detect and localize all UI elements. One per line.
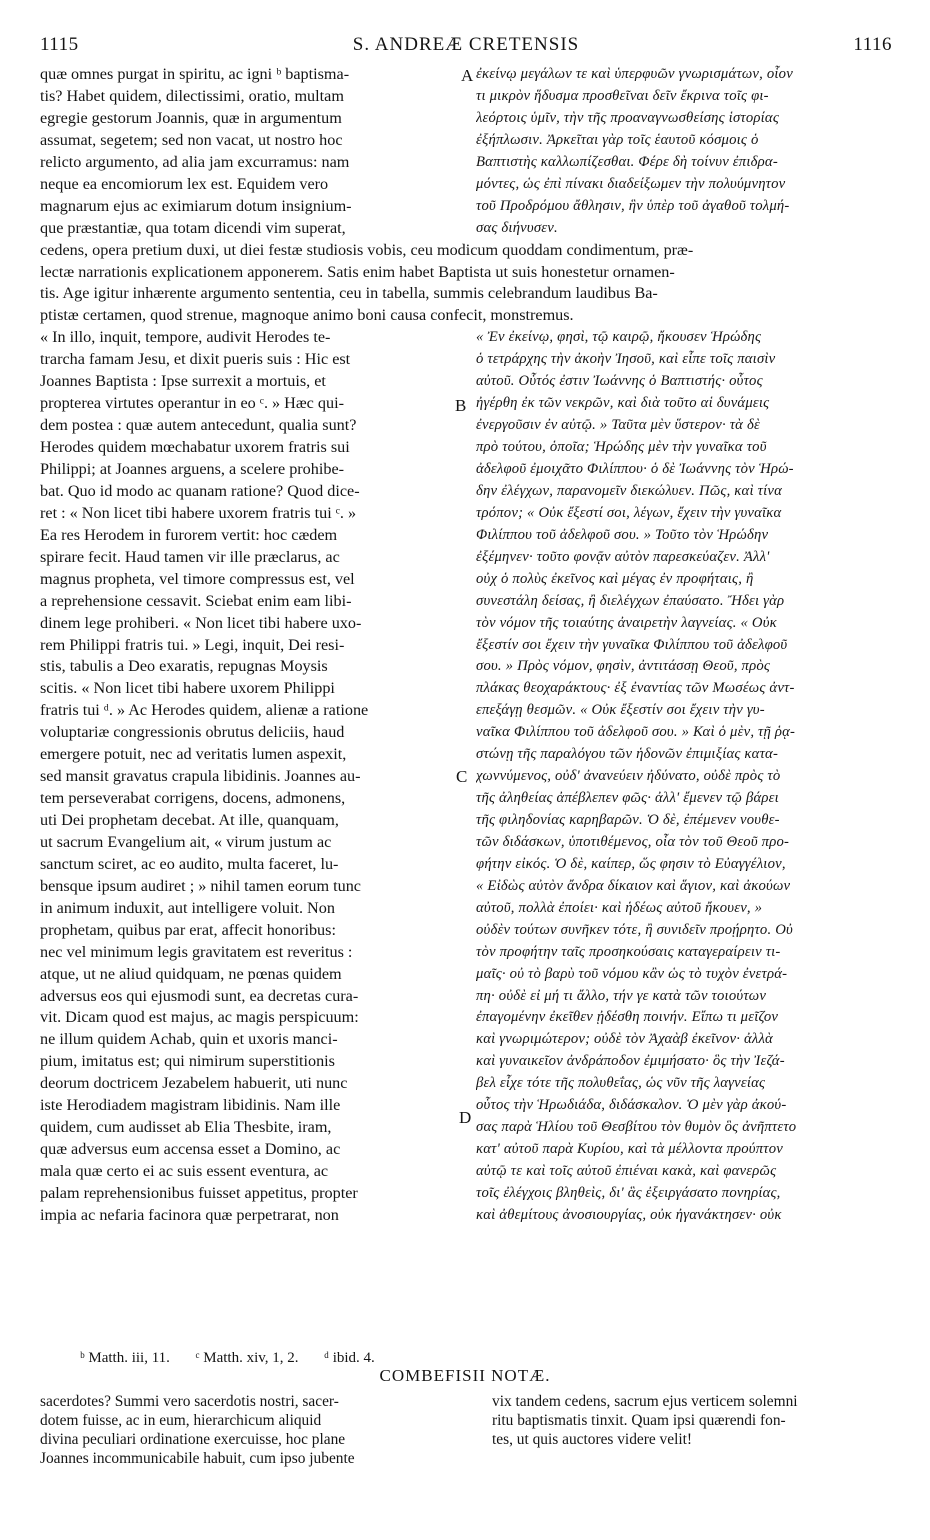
text-line: ptistæ certamen, quod strenue, magnoque animo boni causa confecit, monstremus.: [40, 306, 574, 325]
text-line: quæ adversus eum accensa esset a Domino, ac: [40, 1140, 341, 1159]
text-line: σας διήνυσεν.: [476, 219, 558, 236]
note-line: Joannes incommunicabile habuit, cum ipso jubente: [40, 1450, 355, 1467]
text-line: σας παρὰ Ἡλίου τοῦ Θεσβίτου τὸν θυμὸν ὃς ἀνῆπτετο: [476, 1119, 797, 1136]
text-line: οὐδὲν τούτων συνῆκεν τότε, ἢ συνιδεῖν προῄρητο. Οὐ: [476, 921, 793, 938]
text-line: iste Herodiadem magistram libidinis. Nam ille: [40, 1096, 341, 1115]
text-line: Ea res Herodem in furorem vertit: hoc cædem: [40, 525, 338, 544]
text-line: neque ea encomiorum lex est. Equidem vero: [40, 174, 329, 193]
text-line: ἐξήπλωσιν. Ἀρκεῖται γὰρ τοῖς ἑαυτοῦ κόσμοις ὁ: [476, 131, 759, 148]
text-line: τι μικρὸν ἥδυσμα προσθεῖναι δεῖν ἔκρινα τοῖς φι-: [476, 87, 769, 104]
text-line: ἀδελφοῦ ἐμοιχᾶτο Φιλίππου· ὁ δὲ Ἰωάννης τὸν Ἡρώ-: [476, 461, 794, 478]
text-line: mala quæ certo ei ac suis essent eventura, ac: [40, 1162, 329, 1181]
text-line: « Εἰδὼς αὐτὸν ἄνδρα δίκαιον καὶ ἅγιον, καὶ ἀκούων: [476, 877, 791, 894]
text-line: egregie gestorum Joannis, quæ in argumentum: [40, 108, 342, 127]
text-line: ὁ τετράρχης τὴν ἀκοὴν Ἰησοῦ, καὶ εἶπε τοῖς παισὶν: [476, 351, 776, 368]
margin-marker-a: A: [461, 66, 474, 85]
text-line: ne illum quidem Achab, quin et uxoris manci-: [40, 1030, 338, 1049]
right-page-number: 1116: [853, 34, 892, 55]
note-line: dotem fuisse, ac in eum, hierarchicum aliquid: [40, 1412, 322, 1429]
note-line: vix tandem cedens, sacrum ejus verticem solemni: [492, 1393, 798, 1410]
text-line: sanctum sciret, ac eo audito, multa faceret, lu-: [40, 854, 339, 873]
text-line: στώνῃ τῆς παραλόγου τῶν ἡδονῶν ἐπιμιξίας κατα-: [476, 746, 779, 763]
text-line: τρόπον; « Οὐκ ἔξεστί σοι, λέγων, ἔχειν τὴν γυναῖκα: [476, 504, 782, 521]
text-line: πρὸ τούτου, ὁποῖα; Ἡρώδης μὲν τὴν γυναῖκα τοῦ: [476, 439, 767, 456]
text-line: χωννύμενος, οὐδ' ἀνανεύειν ἠδύνατο, οὐδὲ πρὸς τὸ: [476, 768, 781, 785]
text-line: βελ εἶχε τότε τῆς πολυθεΐας, ὡς νῦν τῆς λαγνείας: [476, 1075, 766, 1092]
text-line: emergere potuit, nec ad veritatis lumen aspexit,: [40, 745, 347, 764]
latin-column-main: [40, 327, 458, 1226]
footnote-d: ᵈ ibid. 4.: [324, 1350, 375, 1366]
text-line: palam reprehensionibus fuisset appetitus, propter: [40, 1183, 358, 1202]
text-line: ναῖκα Φιλίππου τοῦ ἀδελφοῦ σου. » Καὶ ὁ μὲν, τῇ ῥᾳ-: [476, 724, 796, 741]
text-line: voluptariæ congressionis obrutus deliciis, haud: [40, 723, 345, 742]
text-line: quæ omnes purgat in spiritu, ac igni ᵇ baptisma-: [40, 65, 350, 83]
text-line: αὐτοῦ, πολλὰ ἐποίει· καὶ ἡδέως αὐτοῦ ἤκουεν, »: [476, 899, 763, 916]
text-line: dinem lege prohiberi. « Non licet tibi habere uxo-: [40, 613, 362, 632]
text-line: επεξάγῃ θεσμῶν. « Οὐκ ἔξεστίν σοι ἔχειν τὴν γυ-: [476, 702, 765, 719]
footnote-c: ᶜ Matth. xiv, 1, 2.: [195, 1350, 299, 1366]
text-line: φήτην εἰκός. Ὁ δὲ, καίπερ, ὥς φησιν τὸ Εὐαγγέλιον,: [476, 855, 786, 872]
note-line: sacerdotes? Summi vero sacerdotis nostri, sacer-: [40, 1393, 339, 1410]
text-line: atque, ut ne aliud quidquam, ne pœnas quidem: [40, 964, 342, 983]
text-line: ἔξεστίν σοι ἔχειν τὴν γυναῖκα Φιλίππου τοῦ ἀδελφοῦ: [476, 636, 788, 653]
text-line: « In illo, inquit, tempore, audivit Herodes te-: [40, 328, 331, 347]
text-line: bat. Quo id modo ac quanam ratione? Quod dice-: [40, 481, 360, 500]
text-line: tem perseverabat corrigens, docens, admonens,: [40, 789, 346, 808]
text-line: Herodes quidem mœchabatur uxorem fratris sui: [40, 438, 350, 457]
text-line: λεόρτοις ὑμῖν, τὴν τῆς προαναγνωσθείσης ἱστορίας: [476, 109, 779, 126]
margin-marker-d: D: [459, 1108, 472, 1127]
text-line: τὸν προφήτην ταῖς προσηκούσαις καταγεραίρειν τι-: [476, 943, 781, 960]
text-line: ἐξέμηνεν· τοῦτο φονᾷν αὐτὸν παρεσκεύαζεν. Ἀλλ': [476, 548, 770, 565]
text-line: ret : « Non licet tibi habere uxorem fratris tui ᶜ. »: [40, 503, 357, 522]
text-line: propterea virtutes operantur in eo ᶜ. » Hæc qui-: [40, 394, 344, 413]
text-line: trarcha famam Jesu, et dixit pueris suis : Hic est: [40, 350, 351, 369]
text-line: ut sacrum Evangelium ait, « virum justum ac: [40, 832, 332, 851]
note-line: tes, ut quis auctores videre velit!: [492, 1431, 693, 1448]
text-line: τῆς φιληδονίας καρηβαρῶν. Ὁ δὲ, ἐπέμενεν νουθε-: [476, 812, 780, 829]
latin-column-top: [40, 64, 458, 240]
text-line: κατ' αὐτοῦ παρὰ Κυρίου, καὶ τὰ μέλλοντα προύπτον: [476, 1141, 783, 1158]
text-line: σου. » Πρὸς νόμον, φησὶν, ἀντιτάσσῃ Θεοῦ, πρὸς: [476, 658, 771, 675]
text-line: καὶ γυναικεῖον ἀνδράποδον ἐμιμήσατο· ὃς τὴν Ἰεζά-: [476, 1053, 785, 1070]
text-line: αὐτῷ τε καὶ τοῖς αὐτοῦ ἐπιέναι κακὰ, καὶ φανερῶς: [476, 1163, 777, 1180]
greek-column-top: [476, 64, 894, 240]
text-line: vit. Dicam quod est majus, ac magis perspicuum:: [40, 1008, 359, 1027]
text-line: μόντες, ὡς ἐπὶ πίνακι διαδείξωμεν τὴν πολυύμνητον: [476, 175, 786, 192]
text-line: οὗτος τὴν Ἡρωδιάδα, διδάσκαλον. Ὁ μὲν γὰρ ἀκού-: [476, 1097, 787, 1114]
text-line: καὶ ἀθεμίτους ἀνοσιουργίας, οὐκ ἠγανάκτησεν· οὐκ: [476, 1206, 782, 1223]
text-line: καὶ γνωριμώτερον; οὐδὲ τὸν Ἀχαὰβ ἐκεῖνον· ἀλλὰ: [476, 1031, 773, 1048]
text-line: bensque ipsum audiret ; » nihil tamen eorum tunc: [40, 876, 361, 895]
notes-right-column: [492, 1392, 892, 1449]
text-line: assumat, segetem; sed non vacat, ut nostro hoc: [40, 130, 343, 149]
text-line: impia ac nefaria facinora quæ perpetrarat, non: [40, 1205, 339, 1224]
full-width-text: [40, 240, 894, 328]
note-line: divina peculiari ordinatione exercuisse, hoc plane: [40, 1431, 346, 1448]
text-line: prophetam, quibus par erat, affecit honoribus:: [40, 920, 336, 939]
text-line: rem Philippi fratris tui. » Legi, inquit, Dei resi-: [40, 635, 345, 654]
footnote-b: ᵇ Matth. iii, 11.: [80, 1350, 170, 1366]
text-line: δην ἐλέγχων, παρανομεῖν διεκώλυεν. Πῶς, καὶ τίνα: [476, 482, 782, 499]
text-line: fratris tui ᵈ. » Ac Herodes quidem, alienæ a ratione: [40, 701, 369, 720]
text-line: tis? Habet quidem, dilectissimi, oratio, multam: [40, 86, 344, 105]
text-line: τῶν διδάσκων, ὑποτιθέμενος, οἷα τὸν τοῦ Θεοῦ προ-: [476, 833, 790, 850]
text-line: τοῦ Προδρόμου ἄθλησιν, ἣν ὑπὲρ τοῦ ἀγαθοῦ τολμή-: [476, 197, 790, 214]
text-line: quidem, cum audisset ab Elia Thesbite, iram,: [40, 1118, 332, 1137]
text-line: Philippi; at Joannes arguens, a scelere prohibe-: [40, 460, 345, 479]
text-line: ἐκείνῳ μεγάλων τε καὶ ὑπερφυῶν γνωρισμάτων, οἷον: [476, 66, 793, 82]
text-line: τοῖς ἐλέγχοις βληθεὶς, δι' ἃς ἐξειργάσατο πονηρίας,: [476, 1184, 781, 1201]
text-line: deorum doctricem Jezabelem habuerit, uti nunc: [40, 1074, 348, 1093]
text-line: magnus propheta, vel timore compressus est, vel: [40, 569, 355, 588]
text-line: nec vel minimum legis gravitatem est reveritus :: [40, 942, 353, 961]
text-line: Φιλίππου τοῦ ἀδελφοῦ σου. » Τοῦτο τὸν Ἡρώδην: [476, 526, 769, 543]
text-line: que præstantiæ, qua totam dicendi vim superat,: [40, 218, 346, 237]
running-title: S. ANDREÆ CRETENSIS: [352, 34, 580, 55]
text-line: tis. Age igitur inhærente argumento sententia, ceu in tabella, summis celebrandum laudibus Ba-: [40, 284, 658, 303]
text-line: τῆς ἀληθείας ἀπέβλεπεν φῶς· ἀλλ' ἔμενεν τῷ βάρει: [476, 790, 779, 807]
left-page-number: 1115: [40, 34, 79, 55]
text-line: uti Dei prophetam decebat. At ille, quanquam,: [40, 811, 339, 830]
text-line: sed mansit gravatus crapula libidinis. Joannes au-: [40, 767, 361, 786]
text-line: cedens, opera pretium duxi, ut diei festæ studiosis vobis, ceu modicum quoddam condimentum, præ-: [40, 240, 694, 259]
text-line: πλάκας θεοχαράκτους· ἐξ ἐναντίας τῶν Μωσέως ἀντ-: [476, 680, 795, 697]
text-line: lectæ narrationis explicationem apponerem. Satis enim habet Baptista ut suis honestetur ornamen-: [40, 262, 675, 281]
text-line: « Ἐν ἐκείνῳ, φησὶ, τῷ καιρῷ, ἤκουσεν Ἡρώδης: [476, 329, 762, 346]
text-line: ἐνεργοῦσιν ἐν αὐτῷ. » Ταῦτα μὲν ὕστερον· τὰ δὲ: [476, 417, 760, 434]
text-line: συνεστάλη δείσας, ἢ διελέγχων ἐπαύσατο. Ἤδει γὰρ: [476, 592, 785, 609]
text-line: pium, imitatus est; qui nimirum superstitionis: [40, 1052, 335, 1071]
text-line: magnarum ejus ac eximiarum dotum insignium-: [40, 196, 352, 215]
text-line: Joannes Baptista : Ipse surrexit a mortuis, et: [40, 372, 326, 391]
text-line: οὐχ ὁ πολὺς ἐκεῖνος καὶ μέγας ἐν προφήταις, ἢ: [476, 570, 754, 587]
text-line: dem postea : quæ autem antecedunt, qualia sunt?: [40, 416, 357, 435]
margin-marker-c: C: [456, 767, 468, 786]
note-line: ritu baptismatis tinxit. Quam ipsi quærendi fon-: [492, 1412, 786, 1429]
text-line: a reprehensione cessavit. Sciebat enim eam libi-: [40, 591, 352, 610]
greek-column-main: [476, 327, 894, 1226]
text-line: ἠγέρθη ἐκ τῶν νεκρῶν, καὶ διὰ τοῦτο αἱ δυνάμεις: [476, 395, 770, 412]
footnotes: [80, 1350, 397, 1367]
text-line: αὐτοῦ. Οὗτός ἐστιν Ἰωάννης ὁ Βαπτιστής· οὗτος: [476, 373, 763, 390]
notes-left-column: [40, 1392, 460, 1468]
margin-marker-b: B: [455, 396, 467, 415]
text-line: μαῖς· οὐ τὸ βαρὺ τοῦ νόμου κἂν ὡς τὸ τυχὸν ἐνετρά-: [476, 965, 788, 982]
text-line: in animum induxit, aut intelligere voluit. Non: [40, 898, 335, 917]
text-line: ἐπαγομένην ἐκεῖθεν ᾐδέσθη ποινήν. Εἴπω τι μεῖζον: [476, 1009, 779, 1026]
page-header: [40, 34, 892, 64]
text-line: relicto argumento, ad alia jam excurramus: nam: [40, 152, 350, 171]
text-line: scitis. « Non licet tibi habere uxorem Philippi: [40, 679, 335, 698]
text-line: adversus eos qui ejusmodi sunt, ea decretas cura-: [40, 986, 359, 1005]
text-line: τὸν νόμον τῆς τοιαύτης ἀναιρετὴν λαγνείας. « Οὐκ: [476, 614, 777, 631]
text-line: πη· οὐδὲ εἰ μή τι ἄλλο, τήν γε κατὰ τῶν τοιούτων: [476, 987, 767, 1004]
text-line: spirare fecit. Haud tamen vir ille præclarus, ac: [40, 547, 340, 566]
text-line: stis, tabulis a Deo exaratis, repugnas Moysis: [40, 657, 328, 676]
text-line: Βαπτιστὴς καλλωπίζεσθαι. Φέρε δὴ τοίνυν ἐπιδρα-: [476, 153, 778, 170]
notes-title: COMBEFISII NOTÆ.: [379, 1366, 551, 1385]
